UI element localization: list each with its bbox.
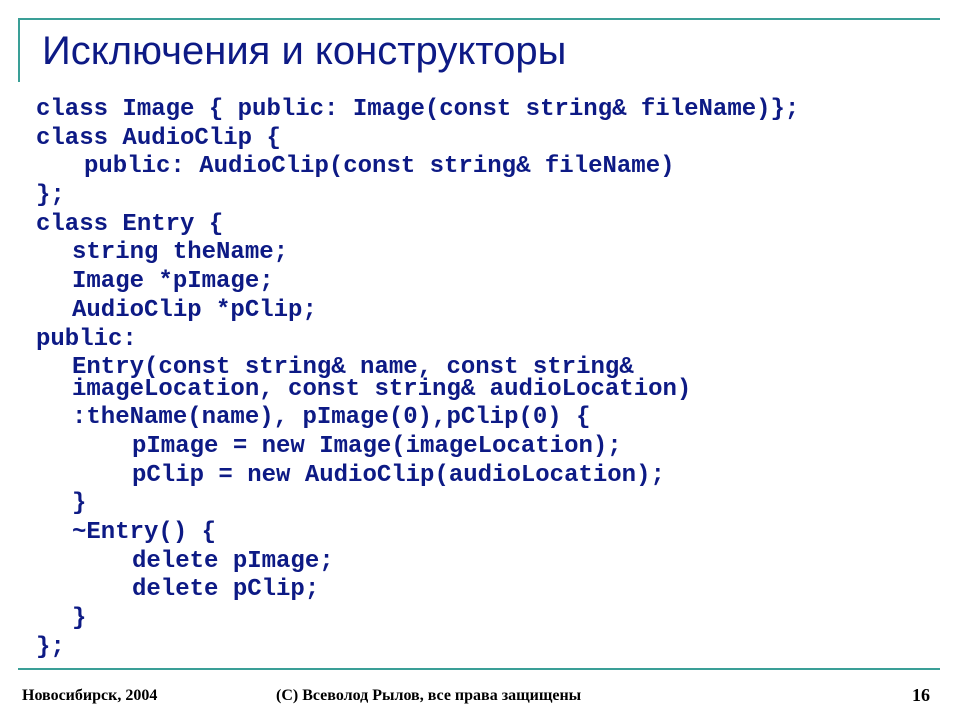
- code-line: }: [72, 605, 87, 632]
- title-left-rule: [18, 18, 20, 82]
- title-top-rule: [18, 18, 940, 20]
- code-line: class Image { public: Image(const string& fileName)};: [36, 96, 800, 123]
- footer-location: Новосибирск, 2004: [22, 687, 158, 704]
- code-line: class Entry {: [36, 210, 224, 238]
- code-line: public:: [36, 325, 137, 353]
- code-line: class AudioClip {: [36, 124, 281, 152]
- code-line: Entry(const string& name, const string&: [72, 354, 634, 382]
- code-line: Image *pImage;: [72, 268, 274, 296]
- code-line: };: [36, 633, 65, 661]
- code-line: pClip = new AudioClip(audioLocation);: [132, 461, 665, 489]
- code-line: public: AudioClip(const string& fileName): [84, 153, 675, 181]
- code-block: [36, 96, 936, 662]
- code-line: string theName;: [72, 239, 289, 267]
- code-line: delete pImage;: [132, 547, 334, 575]
- code-line: }: [72, 490, 87, 518]
- code-line: imageLocation, const string& audioLocation): [72, 376, 692, 404]
- code-line: pImage = new Image(imageLocation);: [132, 432, 622, 460]
- footer-copyright: (C) Всеволод Рылов, все права защищены: [276, 687, 582, 704]
- code-line: :theName(name), pImage(0),pClip(0) {: [72, 404, 591, 432]
- footer-rule: [18, 668, 940, 670]
- code-line: ~Entry() {: [72, 518, 217, 546]
- code-line: };: [36, 182, 65, 210]
- page-number: 16: [912, 685, 930, 705]
- slide-title: Исключения и конструкторы: [42, 29, 567, 73]
- code-line: delete pClip;: [132, 576, 320, 604]
- code-line: AudioClip *pClip;: [72, 296, 317, 324]
